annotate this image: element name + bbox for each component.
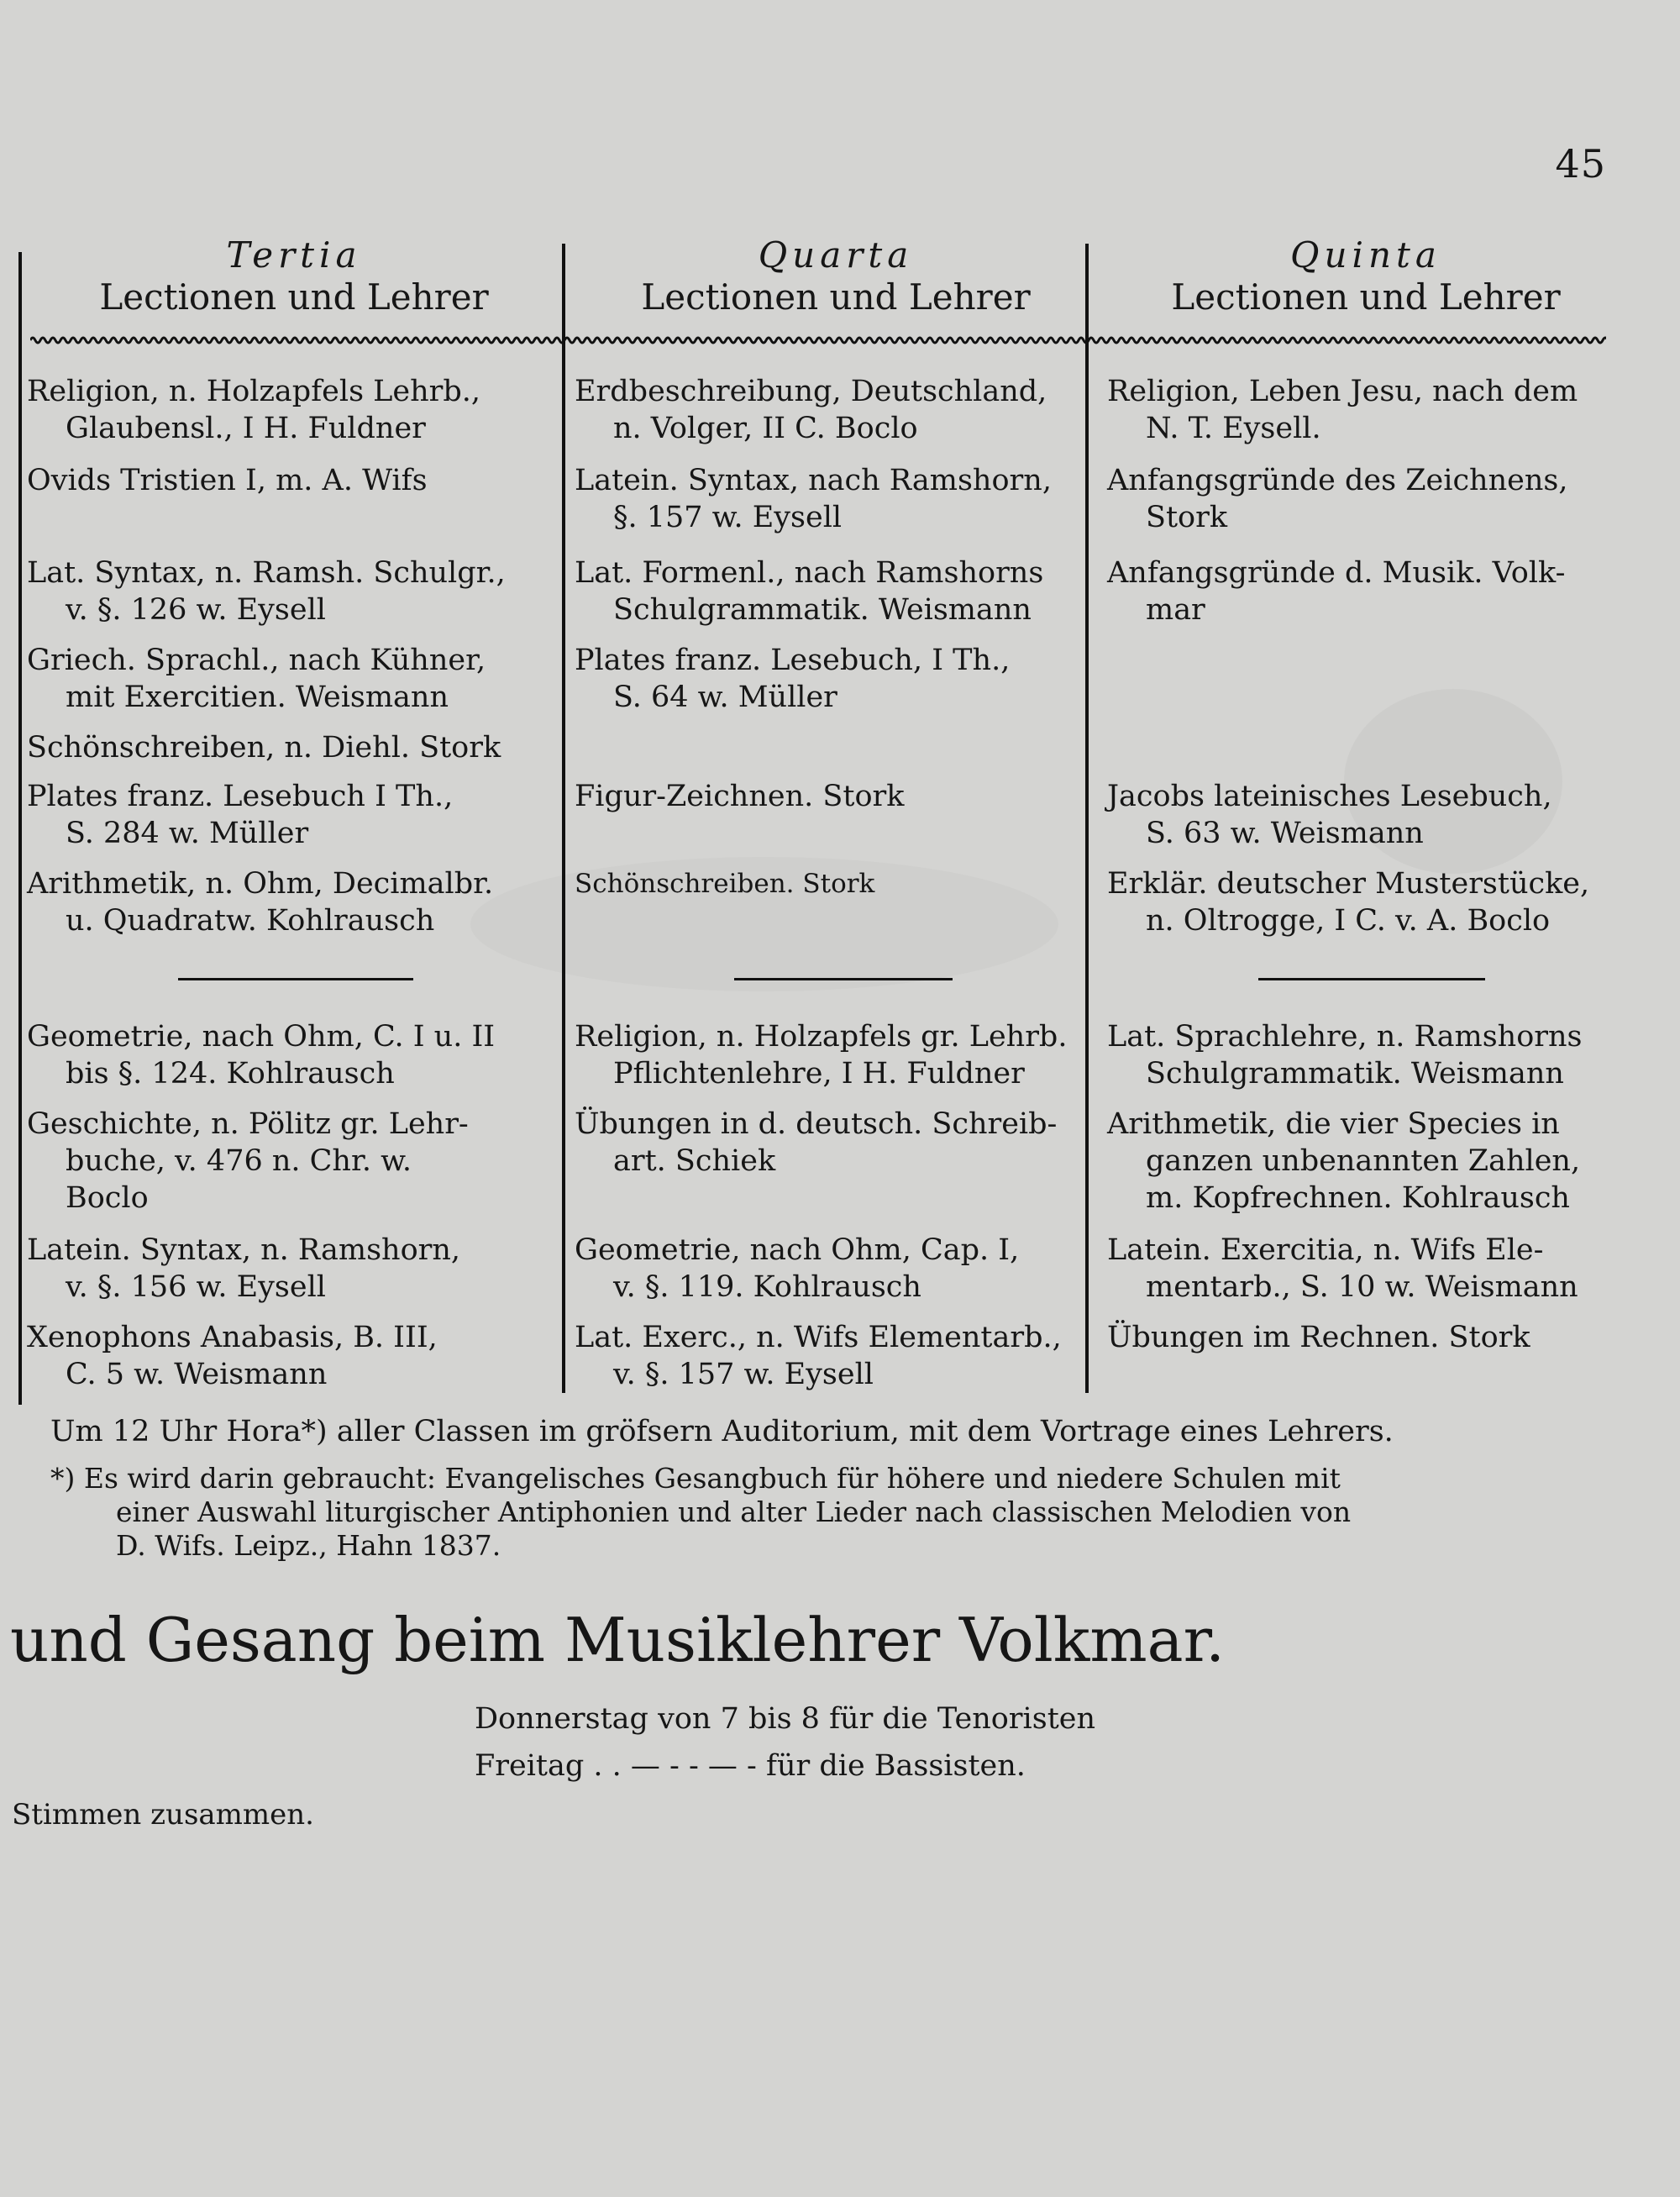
column-subtitle: Lectionen und Lehrer	[641, 276, 1031, 318]
footnote	[50, 1462, 1613, 1563]
lesson-entry: Xenophons Anabasis, B. III, C. 5 w. Weismann	[27, 1321, 438, 1391]
lesson-entry: Jacobs lateinisches Lesebuch, S. 63 w. Weismann	[1107, 780, 1552, 850]
lesson-entry: Religion, n. Holzapfels gr. Lehrb. Pflichtenlehre, I H. Fuldner	[575, 1020, 1068, 1091]
lesson-entry: Lat. Sprachlehre, n. Ramshorns Schulgrammatik. Weismann	[1107, 1020, 1583, 1091]
class-name: Quarta	[758, 234, 914, 276]
class-name: Quinta	[1290, 234, 1441, 276]
lesson-entry: Schönschreiben, n. Diehl. Stork	[27, 731, 501, 765]
section-separator	[178, 978, 413, 980]
lesson-entry: Latein. Syntax, nach Ramshorn, §. 157 w. Eysell	[575, 464, 1052, 534]
schedule-line: Donnerstag von 7 bis 8 für die Tenoristen	[475, 1702, 1096, 1736]
choir-schedule	[475, 1695, 1095, 1790]
schedule-table	[18, 235, 1606, 1405]
lesson-entry: Plates franz. Lesebuch I Th., S. 284 w. Müller	[27, 780, 454, 850]
lesson-entry: Geometrie, nach Ohm, Cap. I, v. §. 119. Kohlrausch	[575, 1233, 1020, 1304]
footnote-line: D. Wifs. Leipz., Hahn 1837.	[116, 1529, 501, 1562]
column-quarta	[575, 235, 1097, 1405]
lesson-entry: Ovids Tristien I, m. A. Wifs	[27, 464, 428, 497]
lesson-entry: Plates franz. Lesebuch, I Th., S. 64 w. Müller	[575, 644, 1011, 714]
lesson-entry: Latein. Exercitia, n. Wifs Ele- mentarb., S. 10 w. Weismann	[1107, 1233, 1578, 1304]
lesson-entry: Arithmetik, n. Ohm, Decimalbr. u. Quadratw. Kohlrausch	[27, 867, 494, 938]
lesson-entry: Anfangsgründe d. Musik. Volk- mar	[1107, 556, 1566, 627]
lesson-entry: Religion, n. Holzapfels Lehrb., Glaubensl., I H. Fuldner	[27, 375, 481, 445]
column-header	[27, 235, 561, 319]
class-name: Tertia	[226, 234, 362, 276]
lesson-entry: Erdbeschreibung, Deutschland, n. Volger, II C. Boclo	[575, 375, 1047, 445]
column-subtitle: Lectionen und Lehrer	[1171, 276, 1561, 318]
section-separator	[734, 978, 953, 980]
lesson-entry: Schönschreiben. Stork	[575, 869, 875, 899]
lesson-entry: Übungen in d. deutsch. Schreib- art. Schiek	[575, 1107, 1058, 1178]
page-number: 45	[1555, 141, 1606, 187]
lesson-entry: Griech. Sprachl., nach Kühner, mit Exercitien. Weismann	[27, 644, 486, 714]
column-quinta	[1107, 235, 1625, 1405]
lesson-entry: Übungen im Rechnen. Stork	[1107, 1321, 1530, 1354]
lesson-entry: Geometrie, nach Ohm, C. I u. II bis §. 124. Kohlrausch	[27, 1020, 496, 1091]
lesson-entry: Lat. Exerc., n. Wifs Elementarb., v. §. 157 w. Eysell	[575, 1321, 1062, 1391]
closing-text: Stimmen zusammen.	[12, 1798, 314, 1832]
section-separator	[1258, 978, 1485, 980]
column-subtitle: Lectionen und Lehrer	[99, 276, 489, 318]
column-tertia	[27, 235, 561, 1405]
column-header	[575, 235, 1097, 319]
lesson-entry: Religion, Leben Jesu, nach dem N. T. Eysell.	[1107, 375, 1578, 445]
table-left-rule	[18, 252, 22, 1405]
schedule-line: Freitag . . — - - — - für die Bassisten.	[475, 1749, 1026, 1783]
lesson-entry: Arithmetik, die vier Species in ganzen unbenannten Zahlen, m. Kopfrechnen. Kohlrausch	[1107, 1107, 1581, 1215]
lesson-entry: Geschichte, n. Pölitz gr. Lehr- buche, v. 476 n. Chr. w. Boclo	[27, 1107, 469, 1215]
gesang-heading: und Gesang beim Musiklehrer Volkmar.	[10, 1605, 1225, 1675]
lesson-entry: Lat. Syntax, n. Ramsh. Schulgr., v. §. 126 w. Eysell	[27, 556, 506, 627]
lesson-entry: Lat. Formenl., nach Ramshorns Schulgrammatik. Weismann	[575, 556, 1044, 627]
lesson-entry: Figur-Zeichnen. Stork	[575, 780, 905, 813]
lesson-entry: Erklär. deutscher Musterstücke, n. Oltrogge, I C. v. A. Boclo	[1107, 867, 1590, 938]
footnote-line: *) Es wird darin gebraucht: Evangelisches Gesangbuch für höhere und niedere Schulen mit	[50, 1462, 1341, 1495]
column-header	[1107, 235, 1625, 319]
footnote-line: einer Auswahl liturgischer Antiphonien und alter Lieder nach classischen Melodien von	[116, 1495, 1352, 1528]
lesson-entry: Latein. Syntax, n. Ramshorn, v. §. 156 w. Eysell	[27, 1233, 461, 1304]
hora-note: Um 12 Uhr Hora*) aller Classen im gröfsern Auditorium, mit dem Vortrage eines Lehrers.	[50, 1415, 1394, 1448]
lesson-entry: Anfangsgründe des Zeichnens, Stork	[1107, 464, 1568, 534]
column-divider	[562, 244, 565, 1393]
